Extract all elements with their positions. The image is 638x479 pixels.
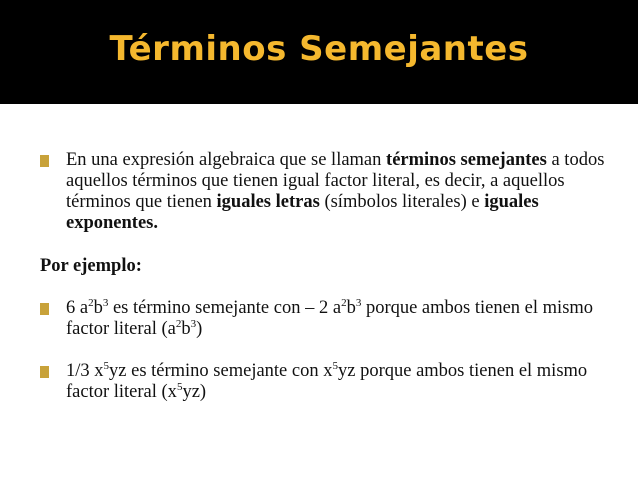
bold-term: términos semejantes [386, 150, 547, 170]
exponent: 3 [102, 297, 109, 309]
text: b [93, 298, 103, 318]
bullet-example-2 [40, 361, 620, 403]
bullet-definition [40, 150, 620, 234]
bold-term: iguales letras [216, 192, 320, 212]
bullet-text: En una expresión algebraica que se llaman [66, 150, 387, 170]
exponent: 3 [355, 297, 362, 309]
slide-content [40, 150, 620, 403]
text: ) [196, 319, 203, 339]
slide-title: Términos Semejantes [109, 29, 529, 69]
bold-term: iguales exponentes. [66, 192, 539, 233]
text: yz porque ambos tienen el mismo factor literal (x [66, 361, 588, 402]
text: 6 a [66, 298, 89, 318]
exponent: 3 [190, 318, 197, 330]
text: yz es término semejante con x [109, 361, 333, 381]
bullet-icon [40, 303, 49, 315]
bullet-icon [40, 155, 49, 167]
bullet-example-1 [40, 298, 620, 340]
text: b [346, 298, 356, 318]
exponent: 5 [176, 381, 183, 393]
text: yz) [182, 382, 207, 402]
text: b [181, 319, 191, 339]
text: 1/3 x [66, 361, 104, 381]
text: porque ambos tienen el mismo factor literal (a [66, 298, 594, 339]
exponent: 2 [175, 318, 182, 330]
example-heading: Por ejemplo: [40, 256, 142, 276]
exponent: 5 [332, 360, 338, 372]
bullet-icon [40, 366, 49, 378]
bullet-text: (símbolos literales) e [319, 192, 485, 212]
text: es término semejante con – 2 a [108, 298, 342, 318]
exponent: 2 [88, 297, 94, 309]
bullet-text: a todos aquellos términos que tienen igual factor literal, es decir, a aquellos términos que tienen [66, 150, 605, 212]
exponent: 2 [341, 297, 347, 309]
exponent: 5 [103, 360, 110, 372]
